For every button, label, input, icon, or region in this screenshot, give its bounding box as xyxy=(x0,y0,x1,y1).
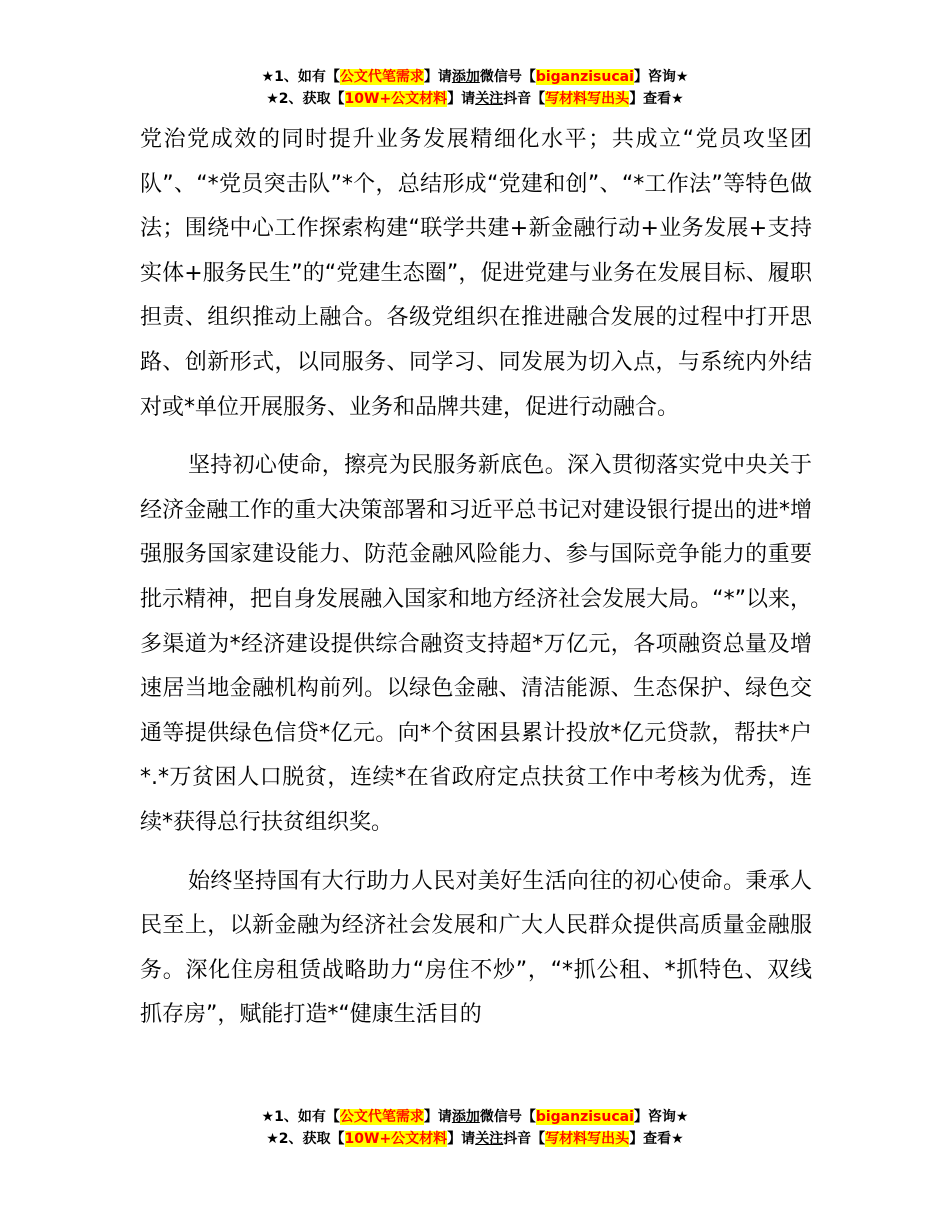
banner-text: 抖音【 xyxy=(503,91,546,107)
banner-line-2 xyxy=(0,88,950,110)
banner-highlight: 10W+公文材料 xyxy=(344,1131,448,1147)
banner-underlined-text: 关注 xyxy=(475,1131,504,1147)
paragraph: 始终坚持国有大行助力人民对美好生活向往的初心使命。秉承人民至上，以新金融为经济社会发展和广大人民群众提供高质量金融服务。深化住房租赁战略助力“房住不炒”，“*抓公租、*抓特色、双线抓存房”，赋能打造*“健康生活目的 xyxy=(140,868,812,1028)
banner-text: 微信号【 xyxy=(479,1109,536,1125)
banner-highlight: 写材料写出头 xyxy=(545,1131,630,1147)
banner-text: 】咨询★ xyxy=(633,1109,689,1125)
banner-highlight: 公文代笔需求 xyxy=(339,1109,424,1125)
banner-text: ★1、如有【 xyxy=(261,69,340,85)
banner-text: 微信号【 xyxy=(479,69,536,85)
banner-text: 】查看★ xyxy=(629,1131,684,1147)
banner-highlight: 公文代笔需求 xyxy=(339,69,424,85)
banner-line-2 xyxy=(0,1128,950,1150)
banner-highlight: biganzisucai xyxy=(535,69,634,85)
banner-highlight: 10W+公文材料 xyxy=(344,91,448,107)
banner-text: 】查看★ xyxy=(629,91,684,107)
banner-text: 抖音【 xyxy=(503,1131,546,1147)
banner-underlined-text: 关注 xyxy=(475,91,504,107)
banner-text: ★2、获取【 xyxy=(266,1131,345,1147)
header-banner-top xyxy=(0,66,950,110)
banner-text: 】咨询★ xyxy=(633,69,689,85)
banner-text: 】请 xyxy=(447,1131,476,1147)
banner-highlight: 写材料写出头 xyxy=(545,91,630,107)
banner-text: 】请 xyxy=(423,69,452,85)
paragraph-continued: 党治党成效的同时提升业务发展精细化水平；共成立“党员攻坚团队”、“*党员突击队”*个，总结形成“党建和创”、“*工作法”等特色做法；围绕中心工作探索构建“联学共建+新金融行动+业务发展+支持实体+服务民生”的“党建生态圈”，促进党建与业务在发展目标、履职担责、组织推动上融合。各级党组织在推进融合发展的过程中打开思路、创新形式，以同服务、同学习、同发展为切入点，与系统内外结对或*单位开展服务、业务和品牌共建，促进行动融合。 xyxy=(140,127,812,420)
banner-line-1 xyxy=(0,66,950,88)
document-body xyxy=(140,118,812,1038)
banner-text: 】请 xyxy=(447,91,476,107)
banner-underlined-text: 添加 xyxy=(451,69,480,85)
paragraph: 坚持初心使命，擦亮为民服务新底色。深入贯彻落实党中央关于经济金融工作的重大决策部署和习近平总书记对建设银行提出的进*增强服务国家建设能力、防范金融风险能力、参与国际竞争能力的重要批示精神，把自身发展融入国家和地方经济社会发展大局。“*”以来，多渠道为*经济建设提供综合融资支持超*万亿元，各项融资总量及增速居当地金融机构前列。以绿色金融、清洁能源、生态保护、绿色交通等提供绿色信贷*亿元。向*个贫困县累计投放*亿元贷款，帮扶*户*.*万贫困人口脱贫，连续*在省政府定点扶贫工作中考核为优秀，连续*获得总行扶贫组织奖。 xyxy=(140,453,812,835)
banner-highlight: biganzisucai xyxy=(535,1109,634,1125)
footer-banner xyxy=(0,1106,950,1150)
banner-text: 】请 xyxy=(423,1109,452,1125)
banner-text: ★2、获取【 xyxy=(266,91,345,107)
banner-text: ★1、如有【 xyxy=(261,1109,340,1125)
banner-line-1 xyxy=(0,1106,950,1128)
banner-underlined-text: 添加 xyxy=(451,1109,480,1125)
